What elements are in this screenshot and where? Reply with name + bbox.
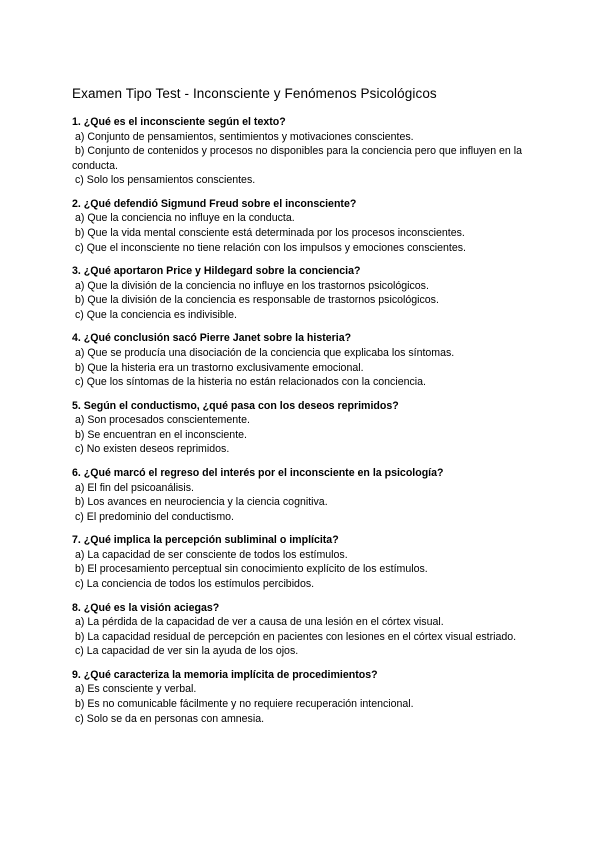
option-b: b) Conjunto de contenidos y procesos no disponibles para la conciencia pero que influyen en la conducta. xyxy=(72,145,522,172)
question-text: 6. ¿Qué marcó el regreso del interés por el inconsciente en la psicología? xyxy=(72,467,444,479)
question-text: 4. ¿Qué conclusión sacó Pierre Janet sobre la histeria? xyxy=(72,332,352,345)
option-c: c) Solo se da en personas con amnesia. xyxy=(75,712,265,725)
option-b: b) Los avances en neurociencia y la ciencia cognitiva. xyxy=(75,496,328,509)
question-3 xyxy=(72,264,532,322)
question-text: 1. ¿Qué es el inconsciente según el texto? xyxy=(72,116,286,128)
question-text: 7. ¿Qué implica la percepción subliminal o implícita? xyxy=(72,534,339,547)
question-9 xyxy=(72,668,532,726)
option-c: c) Que el inconsciente no tiene relación con los impulsos y emociones conscientes. xyxy=(75,241,466,254)
option-b: b) Que la histeria era un trastorno exclusivamente emocional. xyxy=(75,361,364,374)
option-a: a) Que la división de la conciencia no influye en los trastornos psicológicos. xyxy=(75,279,429,292)
option-a: a) La capacidad de ser consciente de todos los estímulos. xyxy=(75,548,348,561)
option-b: b) Que la vida mental consciente está determinada por los procesos inconscientes. xyxy=(75,226,465,239)
question-1 xyxy=(72,115,532,188)
option-a: a) Conjunto de pensamientos, sentimientos y motivaciones conscientes. xyxy=(75,130,414,143)
option-b: b) Se encuentran en el inconsciente. xyxy=(75,428,247,441)
question-7 xyxy=(72,533,532,591)
question-6 xyxy=(72,466,532,524)
option-c: c) El predominio del conductismo. xyxy=(75,510,234,523)
question-8 xyxy=(72,601,532,659)
option-a: a) Es consciente y verbal. xyxy=(75,683,197,696)
option-a: a) Que la conciencia no influye en la conducta. xyxy=(75,212,295,225)
question-text: 5. Según el conductismo, ¿qué pasa con los deseos reprimidos? xyxy=(72,399,399,412)
option-b: b) La capacidad residual de percepción en pacientes con lesiones en el córtex visual estriado. xyxy=(75,630,517,643)
exam-title: Examen Tipo Test - Inconsciente y Fenómenos Psicológicos xyxy=(72,86,437,101)
question-text: 9. ¿Qué caracteriza la memoria implícita de procedimientos? xyxy=(72,668,378,681)
option-b: b) Que la división de la conciencia es responsable de trastornos psicológicos. xyxy=(75,294,439,307)
option-a: a) Son procesados conscientemente. xyxy=(75,414,250,427)
question-5 xyxy=(72,399,532,457)
option-c: c) La capacidad de ver sin la ayuda de los ojos. xyxy=(75,645,299,658)
option-a: a) El fin del psicoanálisis. xyxy=(75,481,194,494)
question-text: 2. ¿Qué defendió Sigmund Freud sobre el inconsciente? xyxy=(72,197,357,210)
option-b: b) Es no comunicable fácilmente y no requiere recuperación intencional. xyxy=(75,697,414,710)
question-text: 3. ¿Qué aportaron Price y Hildegard sobre la conciencia? xyxy=(72,265,361,278)
option-c: c) No existen deseos reprimidos. xyxy=(75,443,230,456)
option-b: b) El procesamiento perceptual sin conocimiento explícito de los estímulos. xyxy=(75,563,428,576)
exam-page xyxy=(72,86,532,735)
option-c: c) Solo los pensamientos conscientes. xyxy=(75,174,256,187)
option-c: c) Que los síntomas de la histeria no están relacionados con la conciencia. xyxy=(75,376,426,389)
question-text: 8. ¿Qué es la visión aciegas? xyxy=(72,601,220,614)
question-4 xyxy=(72,331,532,389)
option-c: c) La conciencia de todos los estímulos percibidos. xyxy=(75,577,315,590)
question-2 xyxy=(72,197,532,255)
option-a: a) Que se producía una disociación de la conciencia que explicaba los síntomas. xyxy=(75,346,455,359)
option-a: a) La pérdida de la capacidad de ver a causa de una lesión en el córtex visual. xyxy=(75,616,444,629)
option-c: c) Que la conciencia es indivisible. xyxy=(75,308,237,321)
